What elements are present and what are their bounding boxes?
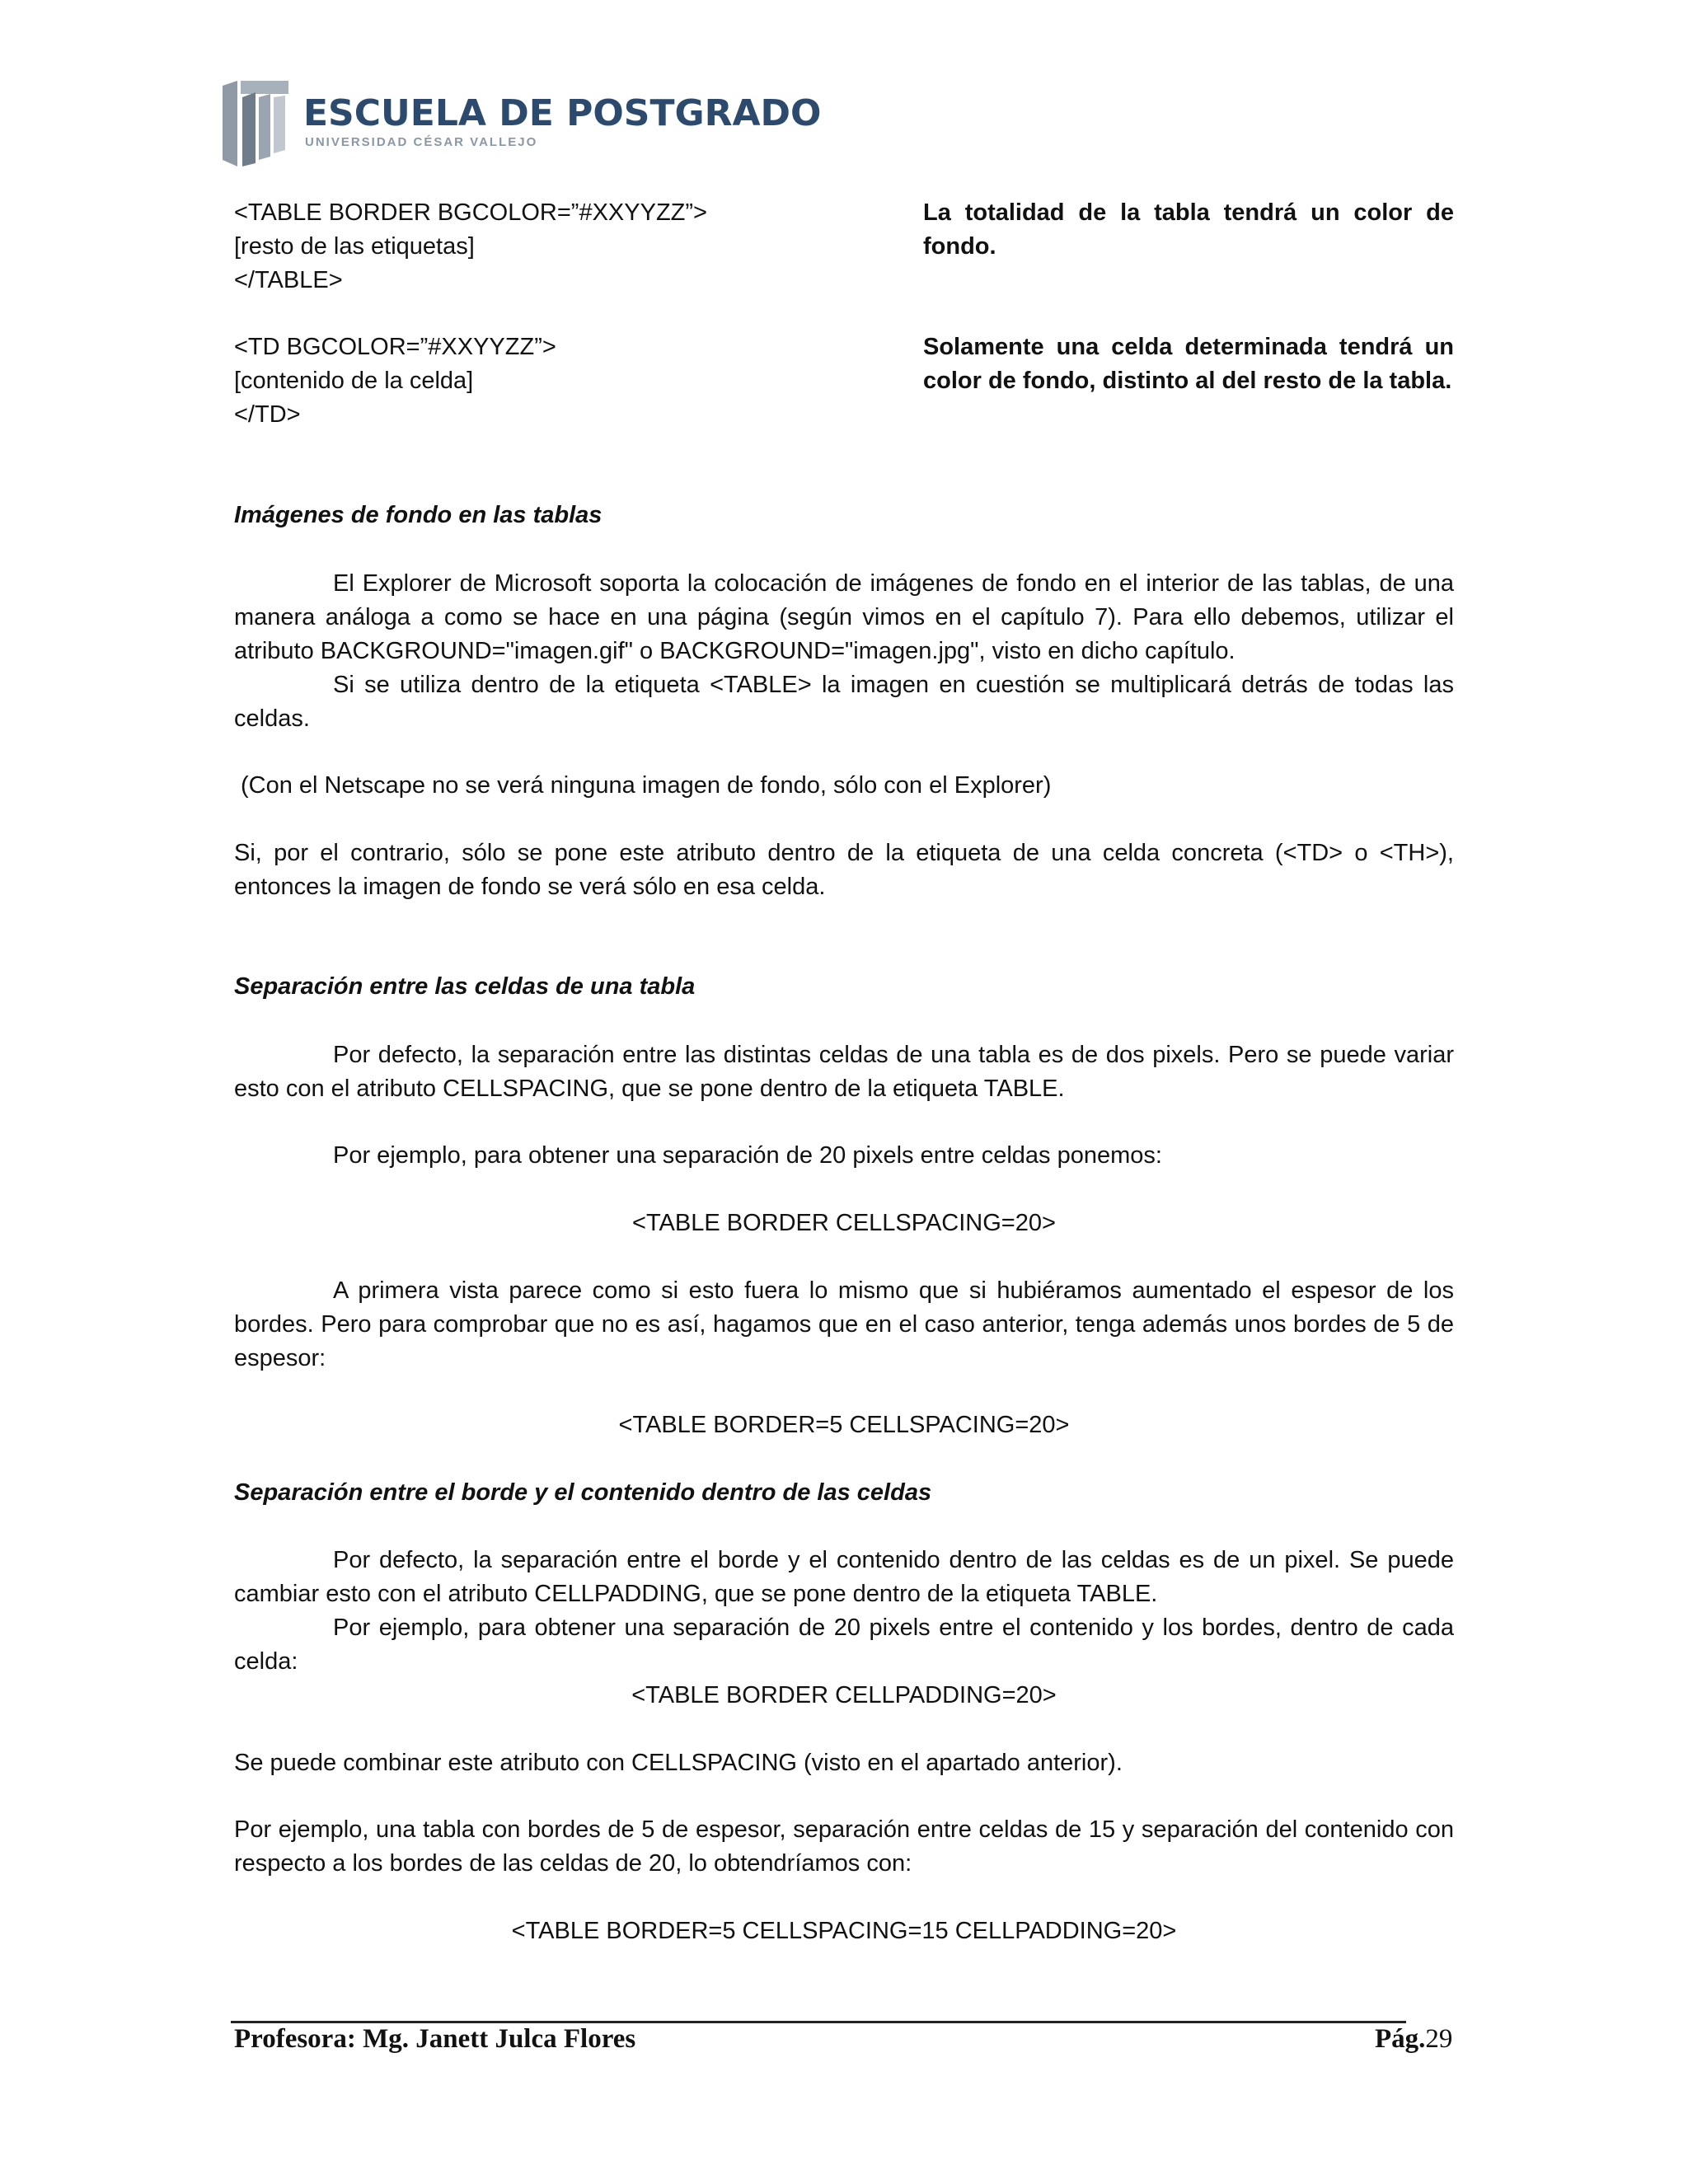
code-line: <TD BGCOLOR=”#XXYYZZ”>	[234, 334, 556, 360]
university-logo	[223, 81, 822, 166]
code-example-td-bgcolor	[234, 330, 556, 432]
code-line: </TABLE>	[234, 267, 343, 293]
code-sample: <TABLE BORDER=5 CELLSPACING=15 CELLPADDING=20>	[511, 1918, 1177, 1944]
page-number	[1375, 2024, 1452, 2055]
footer-divider	[231, 2021, 1406, 2023]
code-line: </TD>	[234, 401, 301, 428]
code-example-table-bgcolor	[234, 196, 707, 298]
logo-emblem-icon	[223, 81, 288, 166]
paragraph: Por ejemplo, para obtener una separación de 20 pixels entre el contenido y los bordes, dentro de cada celda:	[234, 1615, 1454, 1675]
code-line: [resto de las etiquetas]	[234, 233, 475, 260]
example-explanation: Solamente una celda determinada tendrá un color de fondo, distinto al del resto de la tabla.	[923, 334, 1454, 394]
code-sample: <TABLE BORDER=5 CELLSPACING=20>	[618, 1412, 1070, 1438]
section-heading: Separación entre el borde y el contenido dentro de las celdas	[234, 1479, 932, 1506]
logo-subtitle: UNIVERSIDAD CÉSAR VALLEJO	[305, 135, 538, 149]
page-number-value: 29	[1425, 2024, 1453, 2054]
page-label: Pág.	[1375, 2024, 1426, 2054]
paragraph: Se puede combinar este atributo con CELLSPACING (visto en el apartado anterior).	[234, 1750, 1123, 1776]
paragraph: Por defecto, la separación entre el borde y el contenido dentro de las celdas es de un pixel. Se puede cambiar esto con el atributo CELLPADDING, que se pone dentro de la etiqueta TABLE.	[234, 1547, 1454, 1607]
paragraph: Por defecto, la separación entre las distintas celdas de una tabla es de dos pixels. Pero se puede variar esto con el atributo CELLSPACING, que se pone dentro de la etiqueta TABLE.	[234, 1042, 1454, 1102]
paragraph: Si se utiliza dentro de la etiqueta <TABLE> la imagen en cuestión se multiplicará detrás de todas las celdas.	[234, 672, 1454, 732]
code-sample: <TABLE BORDER CELLPADDING=20>	[631, 1682, 1057, 1708]
footer-author: Profesora: Mg. Janett Julca Flores	[234, 2024, 636, 2054]
logo-title: ESCUELA DE POSTGRADO	[303, 92, 822, 134]
code-line: [contenido de la celda]	[234, 368, 474, 394]
paragraph-note: (Con el Netscape no se verá ninguna imagen de fondo, sólo con el Explorer)	[241, 772, 1052, 799]
example-explanation: La totalidad de la tabla tendrá un color de fondo.	[923, 199, 1454, 260]
paragraph: Por ejemplo, para obtener una separación de 20 pixels entre celdas ponemos:	[333, 1142, 1162, 1169]
section-heading: Separación entre las celdas de una tabla	[234, 973, 696, 1000]
section-heading: Imágenes de fondo en las tablas	[234, 502, 603, 528]
code-line: <TABLE BORDER BGCOLOR=”#XXYYZZ”>	[234, 199, 707, 226]
paragraph: El Explorer de Microsoft soporta la colocación de imágenes de fondo en el interior de las tablas, de una manera análoga a como se hace en una página (según vimos en el capítulo 7). Para ello debemos, utilizar el atributo BACKGROUND="imagen.gif" o BACKGROUND="imagen.jpg", visto en dicho capítulo.	[234, 570, 1454, 664]
paragraph: A primera vista parece como si esto fuera lo mismo que si hubiéramos aumentado el espesor de los bordes. Pero para comprobar que no es así, hagamos que en el caso anterior, tenga además unos bordes de 5 de espesor:	[234, 1277, 1454, 1371]
code-sample: <TABLE BORDER CELLSPACING=20>	[632, 1210, 1056, 1236]
paragraph: Si, por el contrario, sólo se pone este atributo dentro de la etiqueta de una celda concreta (<TD> o <TH>), entonces la imagen de fondo se verá sólo en esa celda.	[234, 840, 1454, 900]
paragraph: Por ejemplo, una tabla con bordes de 5 de espesor, separación entre celdas de 15 y separación del contenido con respecto a los bordes de las celdas de 20, lo obtendríamos con:	[234, 1816, 1454, 1877]
